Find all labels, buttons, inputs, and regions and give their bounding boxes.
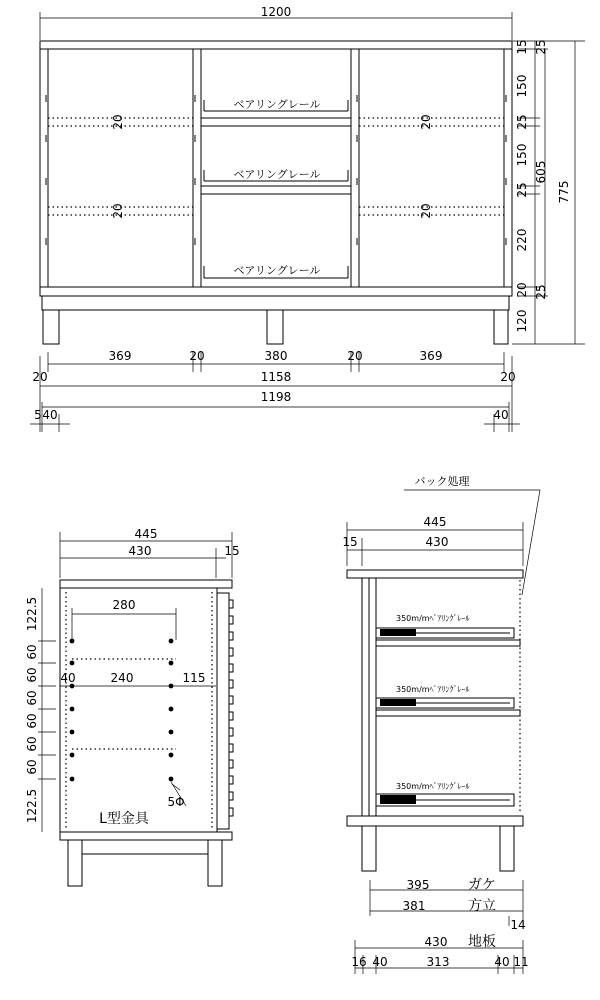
side-v-2: 60 bbox=[25, 644, 39, 660]
l-bracket-label: L型金具 bbox=[99, 811, 149, 827]
rail-label-2: ベアリングレール bbox=[233, 168, 321, 181]
sec-rail-label-1: 350m/mﾍﾞｱﾘﾝｸﾞﾚｰﾙ bbox=[396, 614, 470, 623]
dim-40-bl: 40 bbox=[372, 955, 388, 969]
dim-40-br: 40 bbox=[494, 955, 510, 969]
dim-shelf-20-la: 20 bbox=[111, 114, 125, 130]
label-gake: ガケ bbox=[468, 877, 496, 893]
side-dim-40: 40 bbox=[60, 671, 76, 685]
dim-v-20: 20 bbox=[515, 282, 529, 298]
dim-20-b: 20 bbox=[347, 349, 363, 363]
side-v-5: 60 bbox=[25, 713, 39, 729]
dim-shelf-20-lb: 20 bbox=[111, 203, 125, 219]
dim-40-left: 40 bbox=[42, 408, 58, 422]
side-v-8: 122.5 bbox=[25, 788, 39, 824]
side-dim-115: 115 bbox=[182, 671, 206, 685]
dim-v-25-top: 25 bbox=[534, 39, 548, 55]
side-v-6: 60 bbox=[25, 736, 39, 752]
dim-11: 11 bbox=[513, 955, 529, 969]
label-jiita: 地板 bbox=[468, 934, 496, 950]
dim-20-d: 20 bbox=[500, 370, 516, 384]
side-view bbox=[25, 527, 240, 886]
dim-369-left: 369 bbox=[108, 349, 132, 363]
dim-380: 380 bbox=[264, 349, 288, 363]
back-treatment-label: バック処理 bbox=[414, 475, 470, 488]
dim-shelf-20-ra: 20 bbox=[419, 114, 433, 130]
dim-1158: 1158 bbox=[260, 370, 292, 384]
dim-shelf-20-rb: 20 bbox=[419, 203, 433, 219]
rail-label-1: ベアリングレール bbox=[233, 98, 321, 111]
side-dim-280: 280 bbox=[112, 598, 136, 612]
side-dim-15: 15 bbox=[224, 544, 240, 558]
side-v-3: 60 bbox=[25, 667, 39, 683]
dim-v-25b: 25 bbox=[515, 182, 529, 198]
side-hole-dia: 5Φ bbox=[167, 795, 185, 809]
side-dim-445: 445 bbox=[134, 527, 158, 541]
dim-40-right: 40 bbox=[493, 408, 509, 422]
side-v-7: 60 bbox=[25, 759, 39, 775]
sec-rail-label-2: 350m/mﾍﾞｱﾘﾝｸﾞﾚｰﾙ bbox=[396, 685, 470, 694]
front-elevation bbox=[30, 5, 585, 432]
sec-dim-15: 15 bbox=[342, 535, 358, 549]
dim-395: 395 bbox=[406, 878, 430, 892]
dim-v-150b: 150 bbox=[515, 143, 529, 167]
dim-16: 16 bbox=[351, 955, 367, 969]
dim-v-120: 120 bbox=[515, 309, 529, 333]
dim-20-a: 20 bbox=[189, 349, 205, 363]
rail-label-3: ベアリングレール bbox=[233, 264, 321, 277]
sec-rail-label-3: 350m/mﾍﾞｱﾘﾝｸﾞﾚｰﾙ bbox=[396, 782, 470, 791]
dim-5: 5 bbox=[34, 408, 42, 422]
dim-v-25a: 25 bbox=[515, 114, 529, 130]
dim-20-c: 20 bbox=[32, 370, 48, 384]
dim-1198: 1198 bbox=[260, 390, 292, 404]
label-houdate: 方立 bbox=[468, 898, 496, 914]
sec-dim-445: 445 bbox=[423, 515, 447, 529]
sec-dim-430: 430 bbox=[425, 535, 449, 549]
dim-430-bottom: 430 bbox=[424, 935, 448, 949]
dim-v-605: 605 bbox=[534, 160, 548, 184]
dim-v-150a: 150 bbox=[515, 74, 529, 98]
dim-v-25-bot: 25 bbox=[534, 284, 548, 300]
dim-v-775: 775 bbox=[557, 180, 571, 204]
section-view bbox=[342, 475, 540, 974]
dim-v-15: 15 bbox=[515, 39, 529, 55]
side-dim-430: 430 bbox=[128, 544, 152, 558]
side-v-1: 122.5 bbox=[25, 596, 39, 632]
side-dim-240: 240 bbox=[110, 671, 134, 685]
dim-369-right: 369 bbox=[419, 349, 443, 363]
dim-313: 313 bbox=[426, 955, 450, 969]
dim-v-220: 220 bbox=[515, 228, 529, 252]
dim-14: 14 bbox=[510, 918, 526, 932]
dim-381: 381 bbox=[402, 899, 426, 913]
side-v-4: 60 bbox=[25, 690, 39, 706]
dim-front-width: 1200 bbox=[260, 5, 292, 19]
